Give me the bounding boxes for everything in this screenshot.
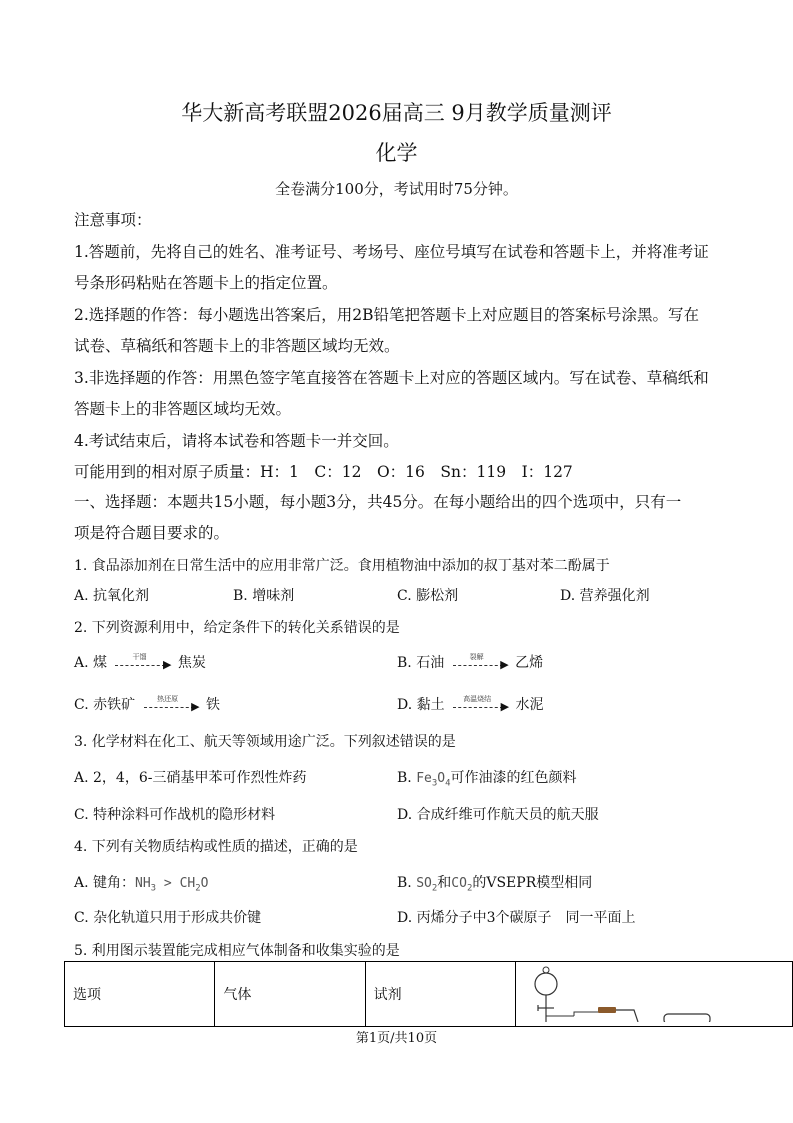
q2-option-c — [74, 694, 220, 714]
q4-b-text: 的VSEPR模型相同 — [472, 875, 593, 891]
notice-item-2b: 试卷、草稿纸和答题卡上的非答题区域均无效。 — [74, 337, 400, 355]
q4-a-formula: $NH_3 > CH_2O$ — [135, 876, 209, 894]
notice-heading: 注意事项： — [74, 211, 152, 229]
notice-item-4: 4.考试结束后，请将本试卷和答题卡一并交回。 — [74, 432, 399, 450]
q5-table — [64, 961, 793, 1027]
notice-item-3b: 答题卡上的非答题区域均无效。 — [74, 400, 292, 418]
table-header-reagent: 试剂 — [365, 962, 515, 1027]
q2-option-a — [74, 652, 206, 672]
q2-b-condition: 裂解 — [469, 653, 484, 661]
q2-d-reactant: D. 黏土 — [397, 697, 445, 713]
q3-option-c: C. 特种涂料可作战机的隐形材料 — [74, 807, 276, 823]
q4-b-and: 和 — [437, 875, 452, 891]
q4-b-label: B. — [397, 875, 412, 891]
q3-stem: 3. 化学材料在化工、航天等领域用途广泛。下列叙述错误的是 — [74, 734, 456, 750]
page-footer: 第1页/共10页 — [355, 1031, 438, 1046]
q4-option-d: D. 丙烯分子中3个碳原子 同一平面上 — [397, 910, 636, 926]
q2-a-condition: 干馏 — [132, 653, 147, 661]
notice-item-2a: 2.选择题的作答：每小题选出答案后，用2B铅笔把答题卡上对应题目的答案标号涂黑。写在 — [74, 306, 700, 324]
table-header-option: 选项 — [65, 962, 215, 1027]
q4-option-c: C. 杂化轨道只用于形成共价键 — [74, 910, 262, 926]
subject-title: 化学 — [375, 141, 418, 165]
q2-d-product: 水泥 — [515, 697, 544, 713]
q2-a-reactant: A. 煤 — [74, 655, 108, 671]
q3-b-label: B. — [397, 770, 412, 786]
q2-stem: 2. 下列资源利用中，给定条件下的转化关系错误的是 — [74, 620, 400, 636]
section-heading-line2: 项是符合题目要求的。 — [74, 524, 230, 542]
q1-stem: 1. 食品添加剂在日常生活中的应用非常广泛。食用植物油中添加的叔丁基对苯二酚属于 — [74, 558, 610, 574]
reaction-arrow-icon: 裂解 ▶ — [451, 656, 509, 670]
q2-d-condition: 高温烧结 — [463, 695, 492, 703]
reaction-arrow-icon: 干馏 ▶ — [113, 656, 171, 670]
notice-item-3a: 3.非选择题的作答：用黑色签字笔直接答在答题卡上对应的答题区域内。写在试卷、草稿纸和 — [74, 369, 709, 387]
q1-option-c: C. 膨松剂 — [397, 588, 459, 604]
q4-b-formula-1: $SO_2$ — [416, 876, 438, 894]
q2-c-reactant: C. 赤铁矿 — [74, 697, 136, 713]
apparatus-cell — [515, 962, 792, 1027]
q2-c-condition: 热还原 — [157, 695, 179, 703]
q4-option-b — [397, 872, 592, 894]
q3-b-formula: $Fe_3O_4$ — [416, 771, 451, 789]
exam-info: 全卷满分100分，考试用时75分钟。 — [275, 180, 518, 198]
q1-option-a: A. 抗氧化剂 — [74, 588, 150, 604]
q3-option-d: D. 合成纤维可作航天员的航天服 — [397, 807, 599, 823]
q2-b-product: 乙烯 — [515, 655, 544, 671]
section-heading-line1: 一、选择题：本题共15小题，每小题3分，共45分。在每小题给出的四个选项中，只有一 — [74, 493, 682, 511]
q3-option-b — [397, 767, 577, 789]
q3-b-text: 可作油漆的红色颜料 — [450, 770, 577, 786]
q4-b-formula-2: $CO_2$ — [451, 876, 473, 894]
q2-c-product: 铁 — [206, 697, 221, 713]
q2-option-d — [397, 694, 544, 714]
q3-option-a: A. 2，4，6-三硝基甲苯可作烈性炸药 — [74, 770, 307, 786]
q2-b-reactant: B. 石油 — [397, 655, 445, 671]
q4-stem: 4. 下列有关物质结构或性质的描述，正确的是 — [74, 839, 358, 855]
apparatus-diagram-icon — [516, 962, 792, 1022]
atomic-masses: 可能用到的相对原子质量：H：1 C：12 O：16 Sn：119 I：127 — [74, 463, 573, 481]
q5-stem: 5. 利用图示装置能完成相应气体制备和收集实验的是 — [74, 943, 400, 959]
notice-item-1a: 1.答题前，先将自己的姓名、准考证号、考场号、座位号填写在试卷和答题卡上，并将准考证 — [74, 243, 709, 261]
q4-a-label: A. 键角： — [74, 875, 136, 891]
table-row — [65, 962, 793, 1027]
q4-option-a — [74, 872, 208, 894]
exam-title: 华大新高考联盟2026届高三 9月教学质量测评 — [181, 101, 612, 125]
table-header-gas: 气体 — [215, 962, 365, 1027]
q1-option-b: B. 增味剂 — [233, 588, 295, 604]
q1-option-d: D. 营养强化剂 — [560, 588, 650, 604]
notice-item-1b: 号条形码粘贴在答题卡上的指定位置。 — [74, 274, 338, 292]
q2-option-b — [397, 652, 543, 672]
reaction-arrow-icon: 热还原 ▶ — [142, 698, 200, 712]
q2-a-product: 焦炭 — [177, 655, 206, 671]
reaction-arrow-icon: 高温烧结 ▶ — [451, 698, 509, 712]
